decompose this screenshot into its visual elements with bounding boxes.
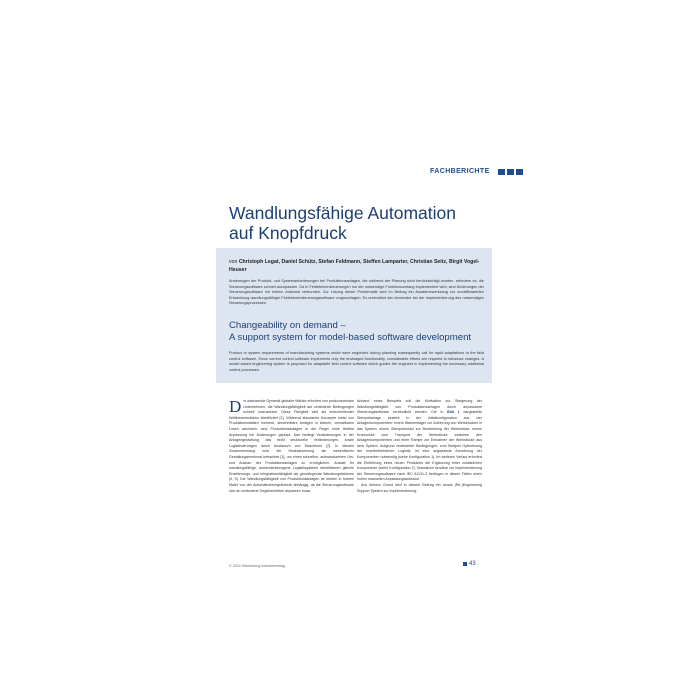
authors-names: Christoph Legat, Daniel Schütz, Stefan Feldmann, Steffen Lamparter, Christian Seitz, Birgit Vogel-Heuser xyxy=(229,259,480,273)
body-text-left: ie wachsende Dynamik globaler Märkte erfordert von produzierenden Unternehmen, die Wandlungsfähigkeit auf veränderte Bedingungen schnell umzusetzen. Diese Fähigkeit wird als entscheidender Wettbewerbsfaktor identifiziert [1]. Während klassische Konzepte meist von Produktionsstätten mehrere, abnehmbare Anlagen in kleinen, verwalbaren Losen wechseln, sind Produktionsanlagen in der Regel ohne flexible Anpassung bei Änderungen geplant. Das bedingt Veränderungen in der Anlagengestaltung, das heißt strukturelle Veränderungen, sowie Logikänderungen durch Austausch von Maschinen [2]. In diesem Zusammenhang wird die Modularisierung als wesentliches Gestaltungsmerkmal betrachtet [3], um einen schnellen, aufwandsarmen Um- und Ausbau der Produktionsanlagen zu ermöglichen. Anstatt für wandlungsfähige, anwenderbezogene Logistiksysteme identifizieren gleiche Erweiterungs- und Integrationsfähigkeit als grundlegende Wandlungsfaktoren [4, 5]. Die Wandlungsfähigkeit von Produktionsanlagen ist hierbei in hohem Maße von der Automatisierungstechnik abhängig, da die Steuerungssoftware sich an veränderte Gegebenheiten anpassen muss. xyxy=(229,399,354,493)
section-label: FACHBERICHTE xyxy=(430,168,490,175)
article-title xyxy=(229,203,499,243)
abstract-german: Änderungen der Produkt- und Systemanforderungen bei Produktionsanlagen, die während der Planung nicht berücksichtigt wurden, erfordern es, die Steuerungssoftware schnell anzupassen. Da in Feldebenensteuerungen nur der notwendige Funktionsumfang implementiert wird, sind Änderungen der Steuerungssoftware mit hohem Aufwand verbunden. Zur Lösung dieser Problematik wird im Beitrag ein Assistenzwerkzeug zur modellbasierten Entwicklung wandlungsfähiger Feldebenensteuerungssoftware vorgeschlagen. Es unterstützt den Anwender bei der Implementierung des notwendigen Steuerungsprozesses. xyxy=(229,279,484,306)
authors-prefix: von xyxy=(229,259,239,265)
body-column-right xyxy=(357,399,482,494)
abstract-english: Product or system requirements of manufacturing systems which were neglected during planning subsequently call for rapid adaptations to the field control software. Since current control software implements only the envisaged functionality, considerable efforts are required to introduce changes. A model-based engineering system is proposed for adaptable field control software which guides the engineer in implementing the necessary additional control processes. xyxy=(229,351,484,372)
page-marker-icon xyxy=(463,562,467,566)
title-line-2: auf Knopfdruck xyxy=(229,223,347,243)
footer-copyright: © 2014 Oldenbourg Industrieverlag xyxy=(229,564,285,568)
drop-cap: D xyxy=(229,397,242,416)
page-number: 43 xyxy=(469,561,476,567)
section-tag xyxy=(430,168,523,175)
body-text-right-part2: dargestellte Stempelanlage besteht in der Initialkonfiguration aus vier Anlagenkomponenten: einem Wannenlager zur Zuführung von Werkstücken in das System, einem Stempelmodul zur Bearbeitung der Werkstücke, einem Kranmodul zum Transport der Werkstücke zwischen den Anlagenkomponenten und einer Rampe zur Entnahme der Werkstücke aus dem System. Aufgrund veränderter Bedingungen, zum Beispiel Optimierung der innerbetrieblichen Logistik, ist eine angepasste Anordnung der Komponenten notwendig (siehe Konfiguration 1). Im weiteren Verlauf erfordert die Einführung eines neuen Produktes die Ergänzung einer zusätzlichen Komponente (siehe Konfiguration 2). Klassische Ansätze zur Implementierung der Steuerungssoftware nach IEC 61131-3 bedingen in diesen Fällen einen hohen manuellen Anpassungsaufwand. xyxy=(357,410,482,482)
body-text-right-part3: Aus diesem Grund wird in diesem Beitrag ein neues (Re-)Engineering Support System zur Implementierung xyxy=(357,482,482,493)
figure-reference-link[interactable]: Bild 1 xyxy=(447,410,460,415)
english-subtitle xyxy=(229,320,489,343)
footer-page xyxy=(463,561,476,567)
body-column-left xyxy=(229,399,354,494)
body-text-right-part1: Anhand eines Beispiels soll die Motivation zur Steigerung der Wandlungsfähigkeit von Produktionsanlagen durch anpassbare Steuerungssoftware verdeutlicht werden. Die in xyxy=(357,399,482,415)
subtitle-line-1: Changeability on demand – xyxy=(229,320,346,331)
section-squares-icon xyxy=(498,169,523,175)
title-line-1: Wandlungsfähige Automation xyxy=(229,203,457,223)
subtitle-line-2: A support system for model-based software development xyxy=(229,331,472,343)
authors xyxy=(229,259,484,274)
